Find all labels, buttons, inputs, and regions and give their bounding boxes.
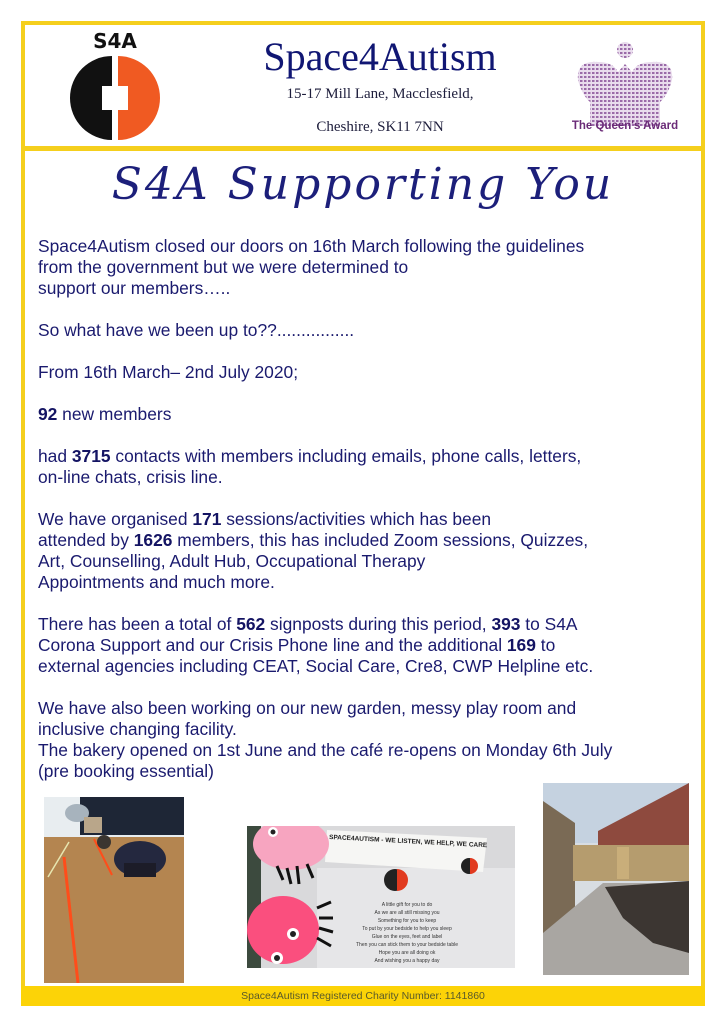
address-line-2: Cheshire, SK11 7NN [316,119,444,135]
paragraph-new-members [38,404,698,425]
stat-contacts: 3715 [71,446,111,466]
stat-sessions: 171 [192,509,222,529]
s4a-logo [62,30,168,142]
stat-new-members: 92 [38,404,58,424]
photo-floor-taping [44,797,184,983]
stat-external: 169 [506,635,536,655]
poem-line: Glue on the eyes, feet and label [371,934,443,940]
stat-signposts: 562 [236,614,266,634]
poem-line: Then you can stick them to your bedside table [355,942,459,948]
text: to external agencies including CEAT, Social Care, Cre8, CWP Helpline etc. [38,635,594,676]
paragraph-sessions [38,509,698,593]
paragraph-contacts [38,446,698,488]
text: new members [57,404,172,424]
page-headline: S4A Supporting You [111,159,615,210]
poem-line: Something for you to keep [377,918,437,924]
article-body [38,236,698,803]
text: to S4A Corona Support and our Crisis Phone line and the additional [38,614,578,655]
text: members, this has included Zoom sessions, Quizzes, Art, Counselling, Adult Hub, Occupational Therapy Appointments and much more. [38,530,589,592]
poem-line: To put by your bedside to help you sleep [362,926,452,932]
logo-left-half [70,56,112,140]
text: There has been a total of [38,614,237,634]
org-name: Space4Autism [263,34,497,79]
photo-garden [543,783,689,975]
poem-line: Hope you are all doing ok [378,950,436,956]
text: had [38,446,72,466]
poem-line: And wishing you a happy day [374,958,440,964]
text: contacts with members including emails, phone calls, letters, on-line chats, crisis line. [38,446,582,487]
stat-attendees: 1626 [133,530,173,550]
photo-gift-card [247,826,515,968]
paragraph-garden-bakery: We have also been working on our new garden, messy play room and inclusive changing facility. The bakery opened on 1st June and the café re-opens on Monday 6th July (pre booking essential) [38,698,613,781]
address-line-1: 15-17 Mill Lane, Macclesfield, [286,86,474,102]
paragraph-signposts [38,614,698,677]
logo-right-half [118,56,160,140]
card-banner-text: SPACE4AUTISM - WE LISTEN, WE HELP, WE CARE [328,834,488,850]
paragraph-date-range: From 16th March– 2nd July 2020; [38,362,299,382]
charity-number-footer: Space4Autism Registered Charity Number: 1141860 [21,986,705,1006]
header-divider [21,146,705,151]
paragraph-intro: Space4Autism closed our doors on 16th March following the guidelines from the government but we were determined to support our members….. [38,236,585,298]
text: signposts during this period, [265,614,492,634]
text: sessions/activities which has been attended by [38,509,492,550]
poem-line: As we are all still missing you [374,910,440,916]
poem-line: A little gift for you to do [381,902,433,908]
paragraph-question: So what have we been up to??................ [38,320,355,340]
logo-text: S4A [93,30,137,53]
text: We have organised [38,509,193,529]
stat-corona-support: 393 [491,614,521,634]
queens-award-label: The Queen's Award [571,120,679,132]
